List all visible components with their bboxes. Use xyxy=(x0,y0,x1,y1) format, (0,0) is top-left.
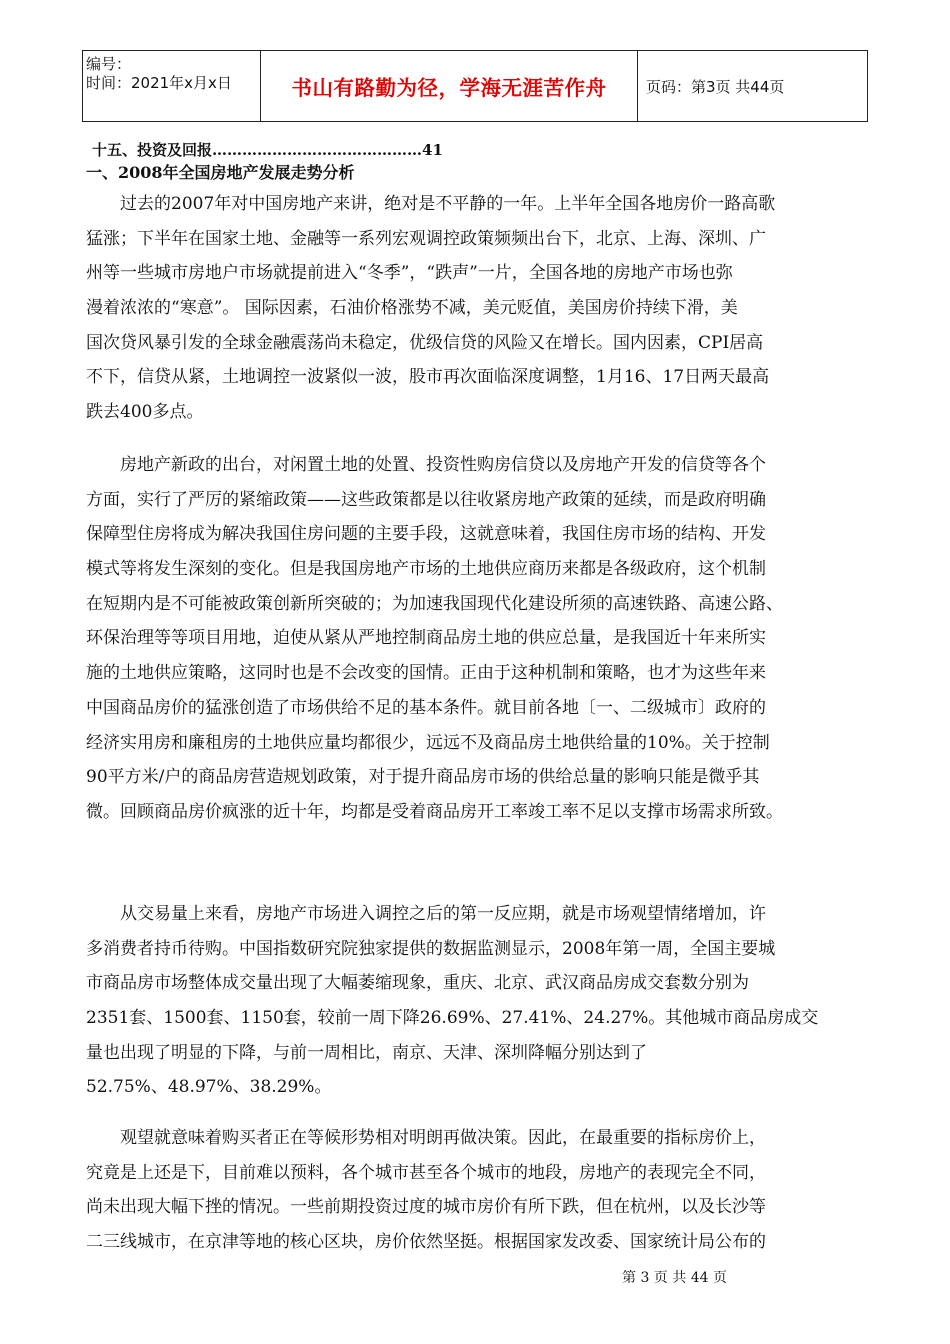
doc-number-label: 编号： xyxy=(86,55,132,73)
text-line: 州等一些城市房地户市场就提前进入“冬季”，“跌声”一片，全国各地的房地产市场也弥 xyxy=(86,263,733,284)
text-line: 猛涨；下半年在国家土地、金融等一系列宏观调控政策频频出台下，北京、上海、深圳、广 xyxy=(86,228,766,249)
text-line: 二三线城市，在京津等地的核心区块，房价依然坚挺。根据国家发改委、国家统计局公布的 xyxy=(86,1232,766,1253)
text-line: 市商品房市场整体成交量出现了大幅萎缩现象，重庆、北京、武汉商品房成交套数分别为 xyxy=(86,973,749,994)
text-line: 中国商品房价的猛涨创造了市场供给不足的基本条件。就目前各地〔一、二级城市〕政府的 xyxy=(86,697,766,718)
text-line: 跌去400多点。 xyxy=(86,402,204,423)
text-line: 究竟是上还是下，目前难以预料，各个城市甚至各个城市的地段，房地产的表现完全不同， xyxy=(86,1162,766,1183)
text-line: 观望就意味着购买者正在等候形势相对明朗再做决策。因此，在最重要的指标房价上， xyxy=(86,1128,766,1148)
text-line: 从交易量上来看，房地产市场进入调控之后的第一反应期，就是市场观望情绪增加，许 xyxy=(86,904,766,924)
text-line: 多消费者持币待购。中国指数研究院独家提供的数据监测显示，2008年第一周，全国主要城 xyxy=(86,938,776,959)
header-motto: 书山有路勤为径，学海无涯苦作舟 xyxy=(261,51,638,121)
text-line: 经济实用房和廉租房的土地供应量均都很少，远远不及商品房土地供给量的10%。关于控制 xyxy=(86,732,770,753)
paragraph-2 xyxy=(86,448,866,830)
text-line: 过去的2007年对中国房地产来讲，绝对是不平静的一年。上半年全国各地房价一路高歌 xyxy=(86,194,776,214)
text-line: 模式等将发生深刻的变化。但是我国房地产市场的土地供应商历来都是各级政府，这个机制 xyxy=(86,559,766,580)
text-line: 量也出现了明显的下降，与前一周相比，南京、天津、深圳降幅分别达到了 xyxy=(86,1042,647,1063)
section-title: 一、2008年全国房地产发展走势分析 xyxy=(86,163,355,182)
paragraph-4 xyxy=(86,1121,866,1260)
text-line: 2351套、1500套、1150套，较前一周下降26.69%、27.41%、24.27%。其他城市商品房成交 xyxy=(86,1008,819,1029)
text-line: 不下，信贷从紧，土地调控一波紧似一波，股市再次面临深度调整，1月16、17日两天最高 xyxy=(86,367,770,388)
text-line: 52.75%、48.97%、38.29%。 xyxy=(86,1077,332,1098)
header-meta-cell xyxy=(83,51,261,121)
header-table xyxy=(82,50,868,122)
text-line: 90平方米/户的商品房营造规划政策，对于提升商品房市场的供给总量的影响只能是微乎其 xyxy=(86,767,760,788)
text-line: 施的土地供应策略，这同时也是不会改变的国情。正由于这种机制和策略，也才为这些年来 xyxy=(86,663,766,684)
page-footer: 第 3 页 共 44 页 xyxy=(622,1270,727,1286)
text-line: 方面，实行了严厉的紧缩政策——这些政策都是以往收紧房地产政策的延续，而是政府明确 xyxy=(86,489,766,510)
text-line: 房地产新政的出台，对闲置土地的处置、投资性购房信贷以及房地产开发的信贷等各个 xyxy=(86,455,766,475)
text-line: 在短期内是不可能被政策创新所突破的；为加速我国现代化建设所须的高速铁路、高速公路、 xyxy=(86,593,783,614)
paragraph-1 xyxy=(86,187,866,430)
text-line: 国次贷风暴引发的全球金融震荡尚未稳定，优级信贷的风险又在增长。国内因素，CPI居高 xyxy=(86,332,764,353)
text-line: 保障型住房将成为解决我国住房问题的主要手段，这就意味着，我国住房市场的结构、开发 xyxy=(86,524,766,545)
text-line: 尚未出现大幅下挫的情况。一些前期投资过度的城市房价有所下跌，但在杭州，以及长沙等 xyxy=(86,1197,766,1218)
paragraph-3 xyxy=(86,897,866,1105)
text-line: 环保治理等等项目用地，迫使从紧从严地控制商品房土地的供应总量，是我国近十年来所实 xyxy=(86,628,766,649)
header-page-label: 页码：第3页 共44页 xyxy=(646,77,785,96)
toc-line: 十五、投资及回报……………………………………41 xyxy=(92,141,443,159)
text-line: 漫着浓浓的“寒意”。 国际因素，石油价格涨势不减，美元贬值，美国房价持续下滑，美 xyxy=(86,298,738,319)
text-line: 微。回顾商品房价疯涨的近十年，均都是受着商品房开工率竣工率不足以支撑市场需求所致。 xyxy=(86,801,783,822)
doc-time-label: 时间：2021年x月x日 xyxy=(86,74,232,92)
